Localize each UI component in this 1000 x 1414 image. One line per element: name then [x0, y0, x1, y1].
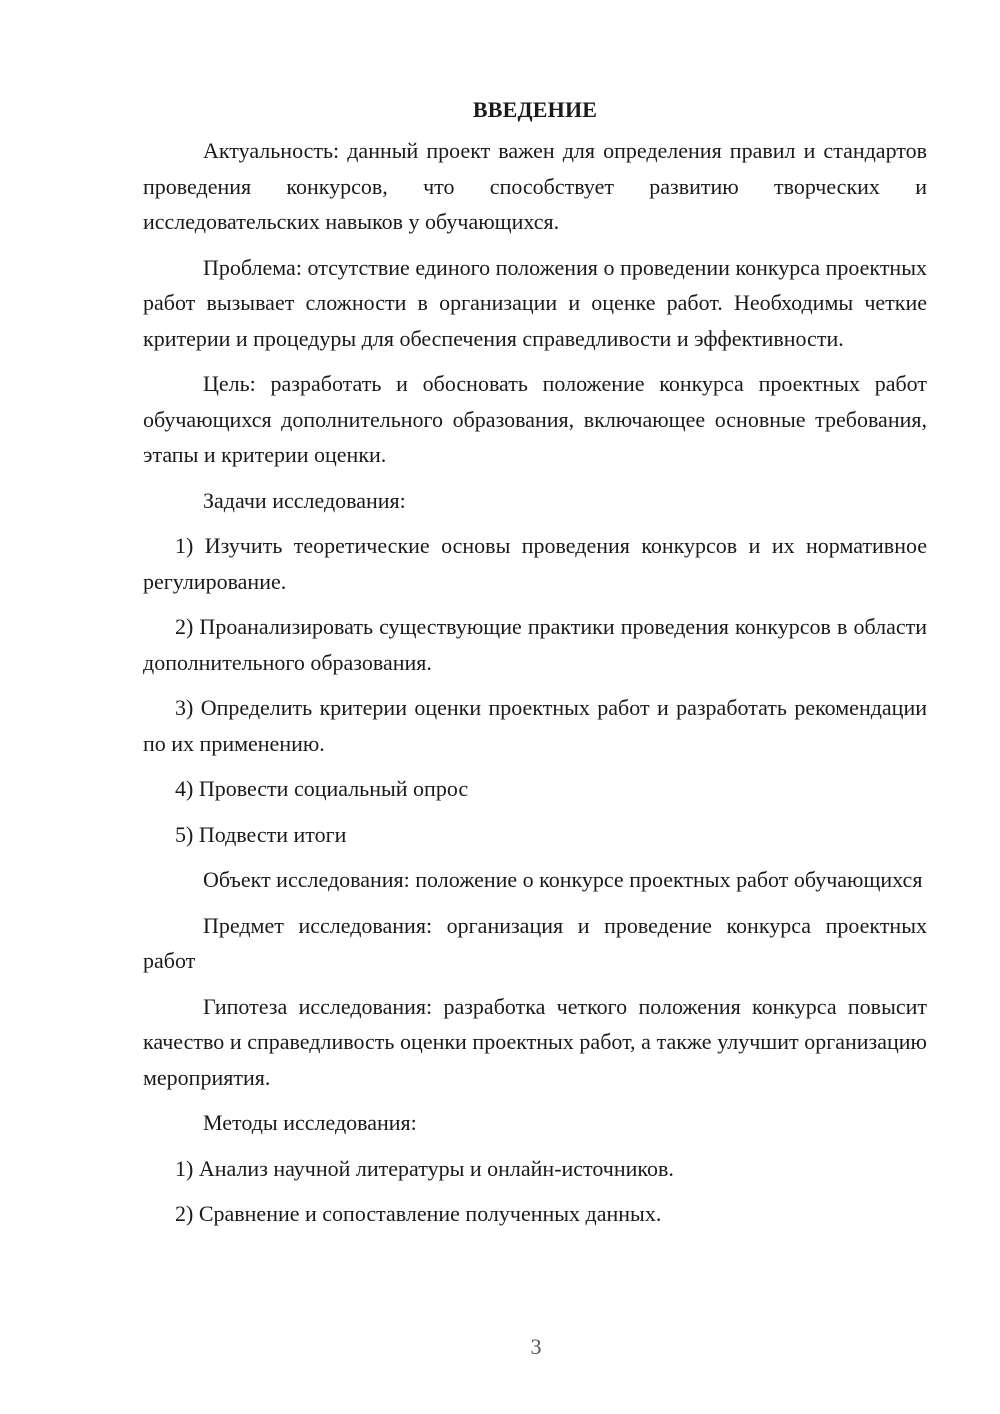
tasks-heading: Задачи исследования: [203, 487, 406, 513]
task-item-1: 1) Изучить теоретические основы проведения конкурсов и их нормативное регулирование. [143, 533, 927, 594]
task-item-4: 4) Провести социальный опрос [175, 776, 469, 801]
section-title: ВВЕДЕНИЕ [472, 97, 598, 122]
problem-paragraph: Проблема: отсутствие единого положения о проведении конкурса проектных работ вызывает сложности в организации и оценке работ. Необходимы четкие критерии и процедуры для обеспечения справедливости и эффективности. [143, 254, 927, 351]
page-content [143, 95, 927, 1242]
method-item-1: 1) Анализ научной литературы и онлайн-источников. [175, 1155, 674, 1181]
subject-paragraph: Предмет исследования: организация и проведение конкурса проектных работ [143, 912, 927, 973]
task-item-2: 2) Проанализировать существующие практики проведения конкурсов в области дополнительного образования. [143, 614, 927, 675]
page-number: 3 [530, 1334, 542, 1359]
relevance-paragraph: Актуальность: данный проект важен для определения правил и стандартов проведения конкурсов, что способствует развитию творческих и исследовательских навыков у обучающихся. [143, 138, 927, 234]
methods-heading: Методы исследования: [203, 1110, 417, 1135]
method-item-2: 2) Сравнение и сопоставление полученных данных. [175, 1201, 662, 1226]
hypothesis-paragraph: Гипотеза исследования: разработка четкого положения конкурса повысит качество и справедливость оценки проектных работ, а также улучшит организацию мероприятия. [143, 993, 927, 1090]
task-item-3: 3) Определить критерии оценки проектных работ и разработать рекомендации по их применению. [143, 695, 927, 756]
task-item-5: 5) Подвести итоги [175, 821, 347, 847]
object-paragraph: Объект исследования: положение о конкурсе проектных работ обучающихся [203, 867, 923, 892]
goal-paragraph: Цель: разработать и обосновать положение конкурса проектных работ обучающихся дополнительного образования, включающее основные требования, этапы и критерии оценки. [143, 371, 927, 467]
